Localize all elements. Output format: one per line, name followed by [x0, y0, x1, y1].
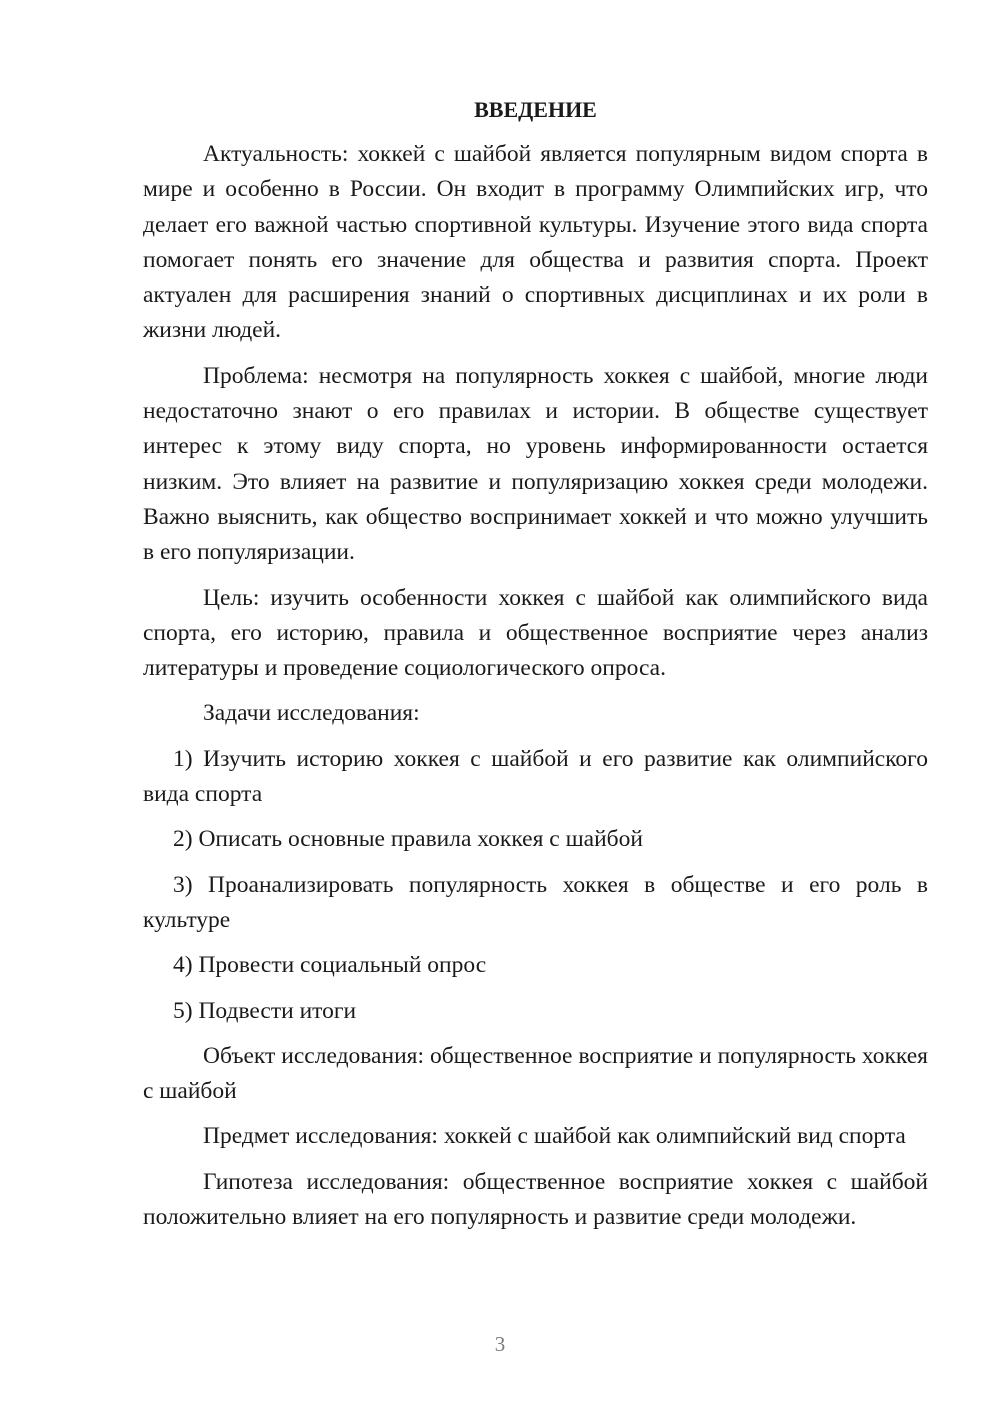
- task-item-5: 5) Подвести итоги: [173, 997, 357, 1024]
- page-number: 3: [494, 1332, 506, 1356]
- task-item-2: 2) Описать основные правила хоккея с шайбой: [173, 826, 643, 853]
- object-paragraph: Объект исследования: общественное восприятие и популярность хоккея с шайбой: [143, 1042, 928, 1105]
- problem-paragraph: Проблема: несмотря на популярность хоккея с шайбой, многие люди недостаточно знают о его правилах и истории. В обществе существует интерес к этому виду спорта, но уровень информированности остается низким. Это влияет на развитие и популяризацию хоккея среди молодежи. Важно выяснить, как общество воспринимает хоккей и что можно улучшить в его популяризации.: [143, 362, 928, 566]
- tasks-list: [143, 742, 928, 1029]
- document-page: [143, 92, 928, 1245]
- goal-paragraph: Цель: изучить особенности хоккея с шайбой как олимпийского вида спорта, его историю, правила и общественное восприятие через анализ литературы и проведение социологического опроса.: [143, 584, 928, 682]
- task-item-1: 1) Изучить историю хоккея с шайбой и его развитие как олимпийского вида спорта: [143, 745, 928, 808]
- hypothesis-paragraph: Гипотеза исследования: общественное восприятие хоккея с шайбой положительно влияет на его популярность и развитие среди молодежи.: [143, 1168, 928, 1231]
- subject-paragraph: Предмет исследования: хоккей с шайбой как олимпийский вид спорта: [203, 1123, 906, 1150]
- task-item-3: 3) Проанализировать популярность хоккея в обществе и его роль в культуре: [143, 871, 928, 933]
- relevance-paragraph: Актуальность: хоккей с шайбой является популярным видом спорта в мире и особенно в России. Он входит в программу Олимпийских игр, что делает его важной частью спортивной культуры. Изучение этого вида спорта помогает понять его значение для общества и развития спорта. Проект актуален для расширения знаний о спортивных дисциплинах и их роли в жизни людей.: [143, 141, 928, 344]
- page-title: ВВЕДЕНИЕ: [474, 97, 597, 122]
- task-item-4: 4) Провести социальный опрос: [173, 952, 487, 979]
- tasks-heading: Задачи исследования:: [203, 700, 420, 727]
